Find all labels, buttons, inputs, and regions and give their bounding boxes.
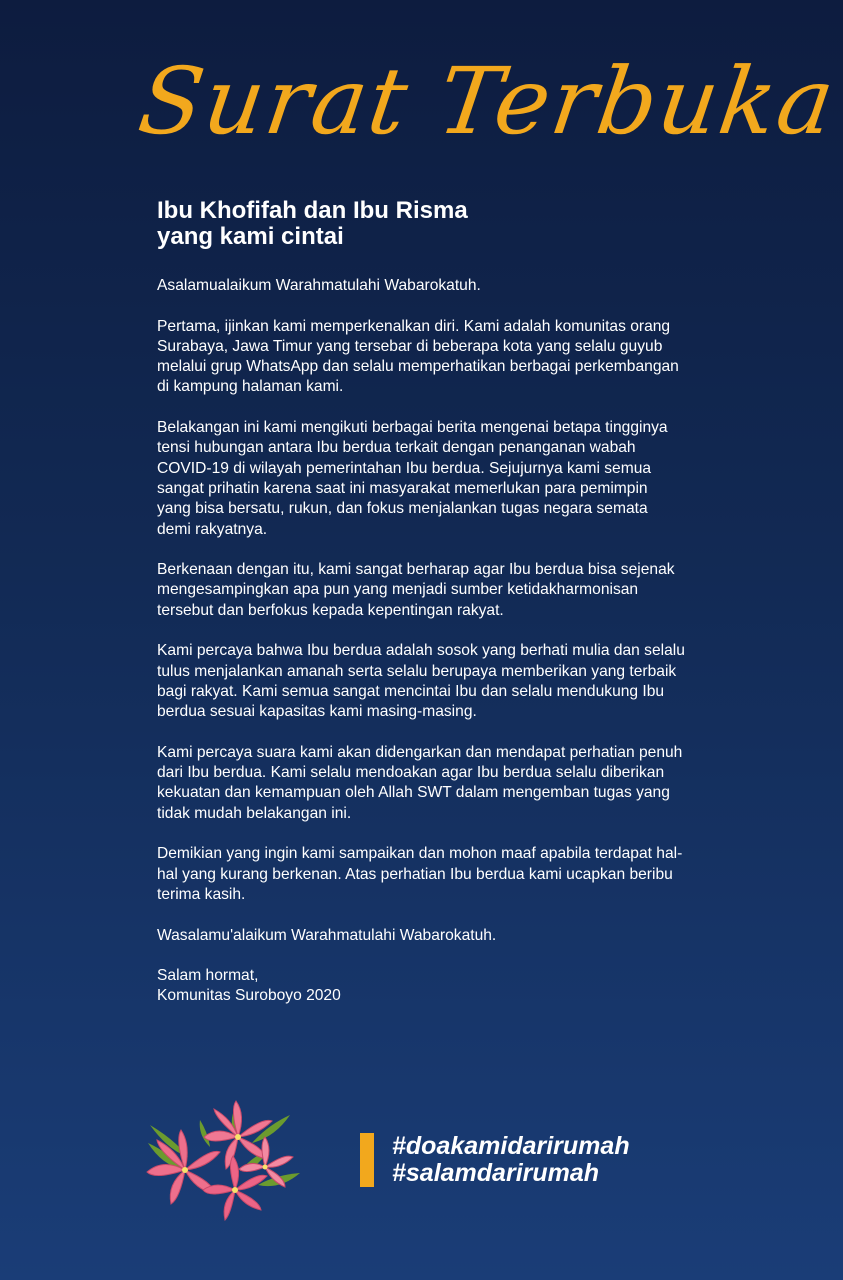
hashtag-1: #doakamidarirumah [392,1132,630,1160]
letter-body [157,276,685,1007]
hashtag-block [360,1133,630,1187]
heading-line-2: yang kami cintai [157,223,344,250]
accent-bar [360,1133,374,1187]
pink-lily-bouquet-icon [140,1095,310,1225]
hashtag-list [392,1133,630,1187]
page-title: Surat Terbuka [132,48,843,155]
heading-line-1: Ibu Khofifah dan Ibu Risma [157,197,468,224]
letter-signature: Komunitas Suroboyo 2020 [157,987,341,1005]
letter-paragraph-4: Kami percaya bahwa Ibu berdua adalah sosok yang berhati mulia dan selalu tulus menjalankan amanah serta selalu berupaya memberikan yang terbaik bagi rakyat. Kami semua sangat mencintai Ibu dan selalu mendukung Ibu berdua sesuai kapasitas kami masing-masing. [157,642,685,721]
letter-heading [157,198,637,250]
letter-paragraph-6: Demikian yang ingin kami sampaikan dan mohon maaf apabila terdapat hal-hal yang kurang berkenan. Atas perhatian Ibu berdua kami ucapkan beribu terima kasih. [157,845,683,903]
letter-signoff: Salam hormat, [157,967,259,985]
hashtag-2: #salamdarirumah [392,1159,600,1187]
letter-paragraph-5: Kami percaya suara kami akan didengarkan dan mendapat perhatian penuh dari Ibu berdua. Kami selalu mendoakan agar Ibu berdua selalu diberikan kekuatan dan kemampuan oleh Allah SWT dalam mengemban tugas yang tidak mudah belakangan ini. [157,743,683,822]
letter-greeting: Asalamualaikum Warahmatulahi Wabarokatuh. [157,277,481,294]
letter-paragraph-1: Pertama, ijinkan kami memperkenalkan diri. Kami adalah komunitas orang Surabaya, Jawa Timur yang tersebar di beberapa kota yang selalu guyub melalui grup WhatsApp dan selalu memperhatikan berbagai perkembangan di kampung halaman kami. [157,317,679,396]
letter-paragraph-2: Belakangan ini kami mengikuti berbagai berita mengenai betapa tingginya tensi hubungan antara Ibu berdua terkait dengan penanganan wabah COVID-19 di wilayah pemerintahan Ibu berdua. Sejujurnya kami semua sangat prihatin karena saat ini masyarakat memerlukan para pemimpin yang bisa bersatu, rukun, dan fokus menjalankan tugas negara semata demi rakyatnya. [157,419,668,538]
letter-paragraph-3: Berkenaan dengan itu, kami sangat berharap agar Ibu berdua bisa sejenak mengesampingkan apa pun yang menjadi sumber ketidakharmonisan tersebut dan berfokus kepada kepentingan rakyat. [157,561,675,619]
letter-closing: Wasalamu'alaikum Warahmatulahi Wabarokatuh. [157,926,497,944]
